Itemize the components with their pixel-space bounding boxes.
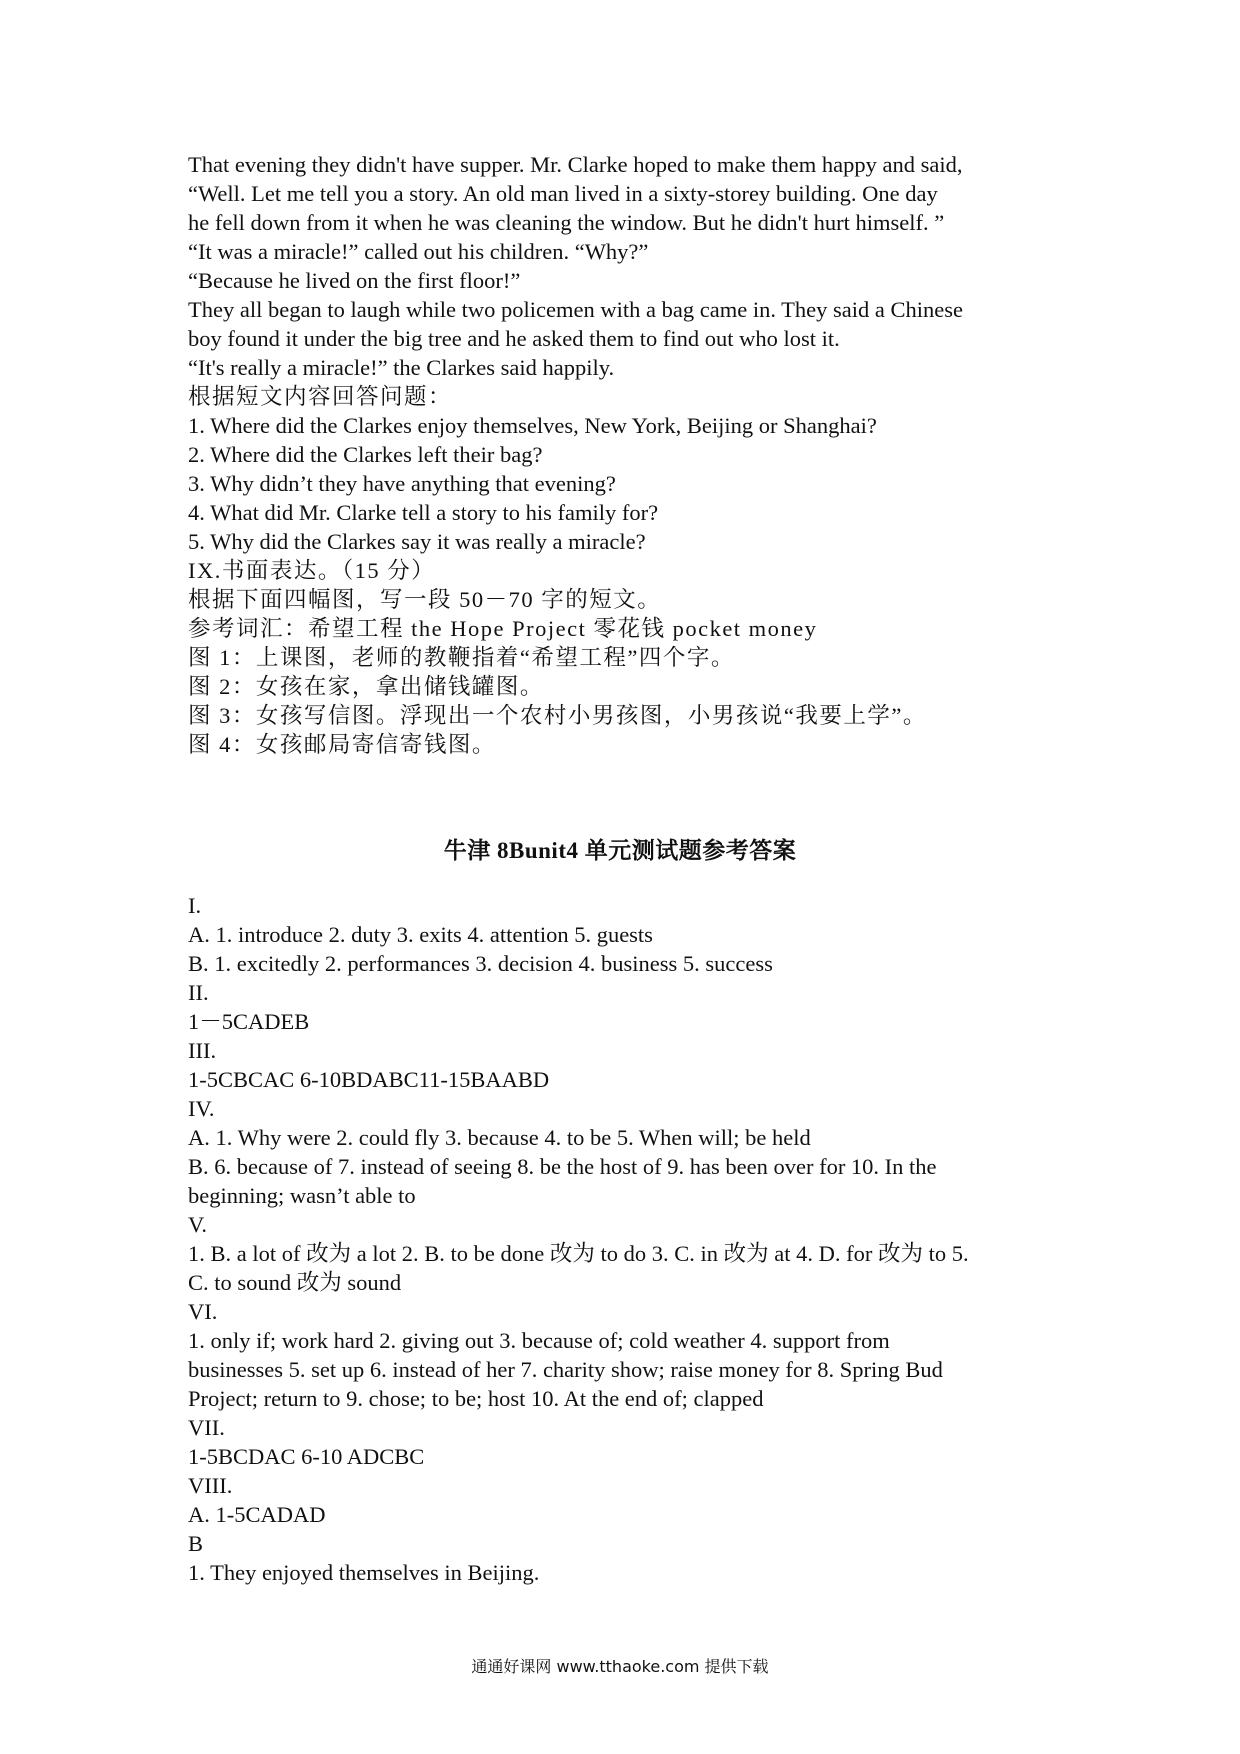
- answer-line: III.: [188, 1038, 217, 1063]
- writing-task-line: 参考词汇：希望工程 the Hope Project 零花钱 pocket money: [188, 616, 818, 641]
- answer-line: beginning; wasn’t able to: [188, 1183, 416, 1208]
- question-item: 2. Where did the Clarkes left their bag?: [188, 442, 543, 467]
- answer-line: Project; return to 9. chose; to be; host 10. At the end of; clapped: [188, 1386, 764, 1411]
- questions-intro: 根据短文内容回答问题：: [188, 384, 453, 409]
- writing-task-line: 图 4：女孩邮局寄信寄钱图。: [188, 732, 496, 757]
- answer-line: businesses 5. set up 6. instead of her 7. charity show; raise money for 8. Spring Bud: [188, 1357, 943, 1382]
- writing-task-line: 图 1：上课图，老师的教鞭指着“希望工程”四个字。: [188, 645, 735, 670]
- answer-line: VII.: [188, 1415, 225, 1440]
- answer-line: 1-5BCDAC 6-10 ADCBC: [188, 1444, 425, 1469]
- writing-task-title: IX.书面表达。（15 分）: [188, 558, 436, 583]
- writing-task-line: 图 3：女孩写信图。浮现出一个农村小男孩图，小男孩说“我要上学”。: [188, 703, 927, 728]
- question-item: 5. Why did the Clarkes say it was really a miracle?: [188, 529, 646, 554]
- story-line: he fell down from it when he was cleaning the window. But he didn't hurt himself. ”: [188, 210, 945, 235]
- answer-line: 1. only if; work hard 2. giving out 3. because of; cold weather 4. support from: [188, 1328, 890, 1353]
- section-gap: [188, 759, 1068, 811]
- answer-line: II.: [188, 980, 209, 1005]
- answer-line: A. 1. Why were 2. could fly 3. because 4. to be 5. When will; be held: [188, 1125, 811, 1150]
- question-item: 1. Where did the Clarkes enjoy themselves, New York, Beijing or Shanghai?: [188, 413, 877, 438]
- answer-line: VI.: [188, 1299, 218, 1324]
- story-line: “It was a miracle!” called out his children. “Why?”: [188, 239, 649, 264]
- answer-line: 1. B. a lot of 改为 a lot 2. B. to be done 改为 to do 3. C. in 改为 at 4. D. for 改为 to 5.: [188, 1241, 969, 1266]
- answer-line: 1－5CADEB: [188, 1009, 310, 1034]
- answers-title: 牛津 8Bunit4 单元测试题参考答案: [443, 838, 797, 863]
- answer-line: B. 1. excitedly 2. performances 3. decision 4. business 5. success: [188, 951, 773, 976]
- answer-line: 1. They enjoyed themselves in Beijing.: [188, 1560, 540, 1585]
- story-line: That evening they didn't have supper. Mr. Clarke hoped to make them happy and said,: [188, 152, 963, 177]
- answer-line: IV.: [188, 1096, 215, 1121]
- answer-line: 1-5CBCAC 6-10BDABC11-15BAABD: [188, 1067, 550, 1092]
- document-page: [188, 150, 1068, 1587]
- answer-line: A. 1-5CADAD: [188, 1502, 326, 1527]
- story-line: “Because he lived on the first floor!”: [188, 268, 521, 293]
- writing-task-line: 根据下面四幅图，写一段 50－70 字的短文。: [188, 587, 662, 612]
- page-footer: 通通好课网 www.tthaoke.com 提供下载: [471, 1657, 769, 1676]
- answer-line: VIII.: [188, 1473, 233, 1498]
- answer-line: B. 6. because of 7. instead of seeing 8. be the host of 9. has been over for 10. In the: [188, 1154, 937, 1179]
- story-line: They all began to laugh while two policemen with a bag came in. They said a Chinese: [188, 297, 963, 322]
- answer-line: V.: [188, 1212, 207, 1237]
- answer-line: B: [188, 1531, 204, 1556]
- story-line: “Well. Let me tell you a story. An old man lived in a sixty-storey building. One day: [188, 181, 938, 206]
- story-line: boy found it under the big tree and he asked them to find out who lost it.: [188, 326, 840, 351]
- question-item: 3. Why didn’t they have anything that evening?: [188, 471, 616, 496]
- writing-task-line: 图 2：女孩在家，拿出储钱罐图。: [188, 674, 544, 699]
- answer-line: A. 1. introduce 2. duty 3. exits 4. attention 5. guests: [188, 922, 653, 947]
- question-item: 4. What did Mr. Clarke tell a story to his family for?: [188, 500, 659, 525]
- answer-line: C. to sound 改为 sound: [188, 1270, 402, 1295]
- story-line: “It's really a miracle!” the Clarkes said happily.: [188, 355, 615, 380]
- answer-line: I.: [188, 893, 202, 918]
